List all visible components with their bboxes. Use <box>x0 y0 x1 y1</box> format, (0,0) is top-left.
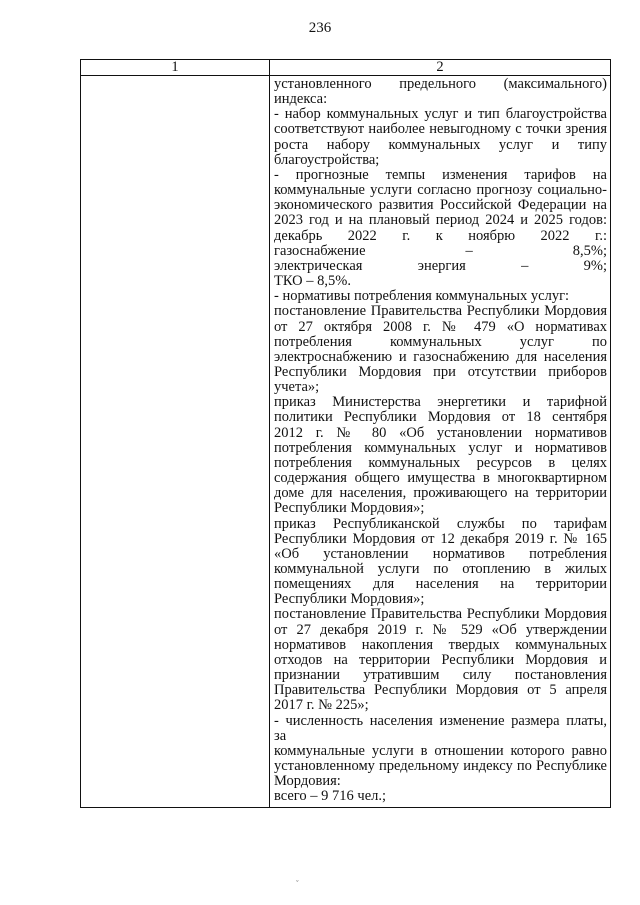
text-line: установленному предельному индексу по Республике <box>274 758 607 775</box>
text-line: электроснабжению и газоснабжению для населения <box>274 348 607 365</box>
text-line: потребления коммунальных услуг и нормативов <box>274 439 607 456</box>
text-line: коммунальные услуги согласно прогнозу социально- <box>274 182 607 199</box>
text-line: политики Республики Мордовия от 18 сентября <box>274 409 607 426</box>
text-line: газоснабжение – 8,5%; <box>274 242 607 259</box>
text-line: постановление Правительства Республики Мордовия <box>274 303 607 320</box>
text-line: Республики Мордовия от 12 декабря 2019 г. № 165 <box>274 530 607 547</box>
text-line: приказ Республиканской службы по тарифам <box>274 515 607 532</box>
text-line: потребления коммунальных услуг по <box>274 333 607 350</box>
text-line: отходов на территории Республики Мордовия и <box>274 651 607 668</box>
column-2-header: 2 <box>270 60 611 76</box>
text-line: постановление Правительства Республики Мордовия <box>274 606 607 623</box>
text-line: Республики Мордовия»; <box>274 500 425 517</box>
text-line: - нормативы потребления коммунальных услуг: <box>274 288 570 305</box>
column-1-header: 1 <box>81 60 270 76</box>
document-table <box>80 59 611 808</box>
text-line: признании утратившим силу постановления <box>274 667 607 684</box>
text-line: экономического развития Российской Федерации на <box>274 197 607 214</box>
text-line: коммунальной услуги по отоплению в жилых <box>274 561 607 577</box>
text-line: Мордовия: <box>274 773 341 790</box>
page-number: 236 <box>308 20 332 36</box>
scan-mark: ˇ <box>296 879 299 888</box>
text-line: 2023 год и на плановый период 2024 и 2025 годов: <box>274 212 607 229</box>
text-line: всего – 9 716 чел.; <box>274 788 387 805</box>
text-line: от 27 октября 2008 г. № 479 «О нормативах <box>274 318 607 335</box>
text-line: помещениях для населения на территории <box>274 576 607 593</box>
table-body-row <box>81 76 611 808</box>
text-line: - прогнозные темпы изменения тарифов на <box>274 166 607 183</box>
text-line: электрическая энергия – 9%; <box>274 257 607 274</box>
text-line: благоустройства; <box>274 151 380 168</box>
column-1-cell <box>81 76 270 808</box>
text-line: коммунальные услуги в отношении которого равно <box>274 742 607 759</box>
text-line: 2012 г. № 80 «Об установлении нормативов <box>274 424 607 441</box>
text-line: Правительства Республики Мордовия от 5 апреля <box>274 682 607 699</box>
text-line: 2017 г. № 225»; <box>274 697 369 714</box>
text-line: Республики Мордовия»; <box>274 591 425 608</box>
column-2-cell <box>270 76 611 808</box>
text-line: соответствуют наиболее невыгодному с точки зрения <box>274 121 607 138</box>
text-line: установленного предельного (максимального) <box>274 76 607 92</box>
text-line: - набор коммунальных услуг и тип благоустройства <box>274 106 607 123</box>
text-line: индекса: <box>274 91 328 108</box>
text-line: декабрь 2022 г. к ноябрю 2022 г.: <box>274 227 607 244</box>
table-header-row <box>81 60 611 76</box>
text-line: от 27 декабря 2019 г. № 529 «Об утверждении <box>274 621 607 638</box>
text-line: «Об установлении нормативов потребления <box>274 545 607 562</box>
text-line: - численность населения изменение размера платы, за <box>274 712 607 744</box>
column-2-text <box>270 76 610 807</box>
text-line: потребления коммунальных ресурсов в целях <box>274 454 607 471</box>
text-line: учета»; <box>274 379 320 396</box>
text-line: содержания общего имущества в многоквартирном <box>274 470 607 487</box>
text-line: приказ Министерства энергетики и тарифной <box>274 394 607 411</box>
text-line: ТКО – 8,5%. <box>274 273 351 290</box>
text-line: доме для населения, проживающего на территории <box>274 485 607 502</box>
text-line: нормативов накопления твердых коммунальных <box>274 636 607 653</box>
text-line: Республики Мордовия при отсутствии приборов <box>274 363 607 380</box>
text-line: роста набору коммунальных услуг и типу <box>274 136 607 153</box>
